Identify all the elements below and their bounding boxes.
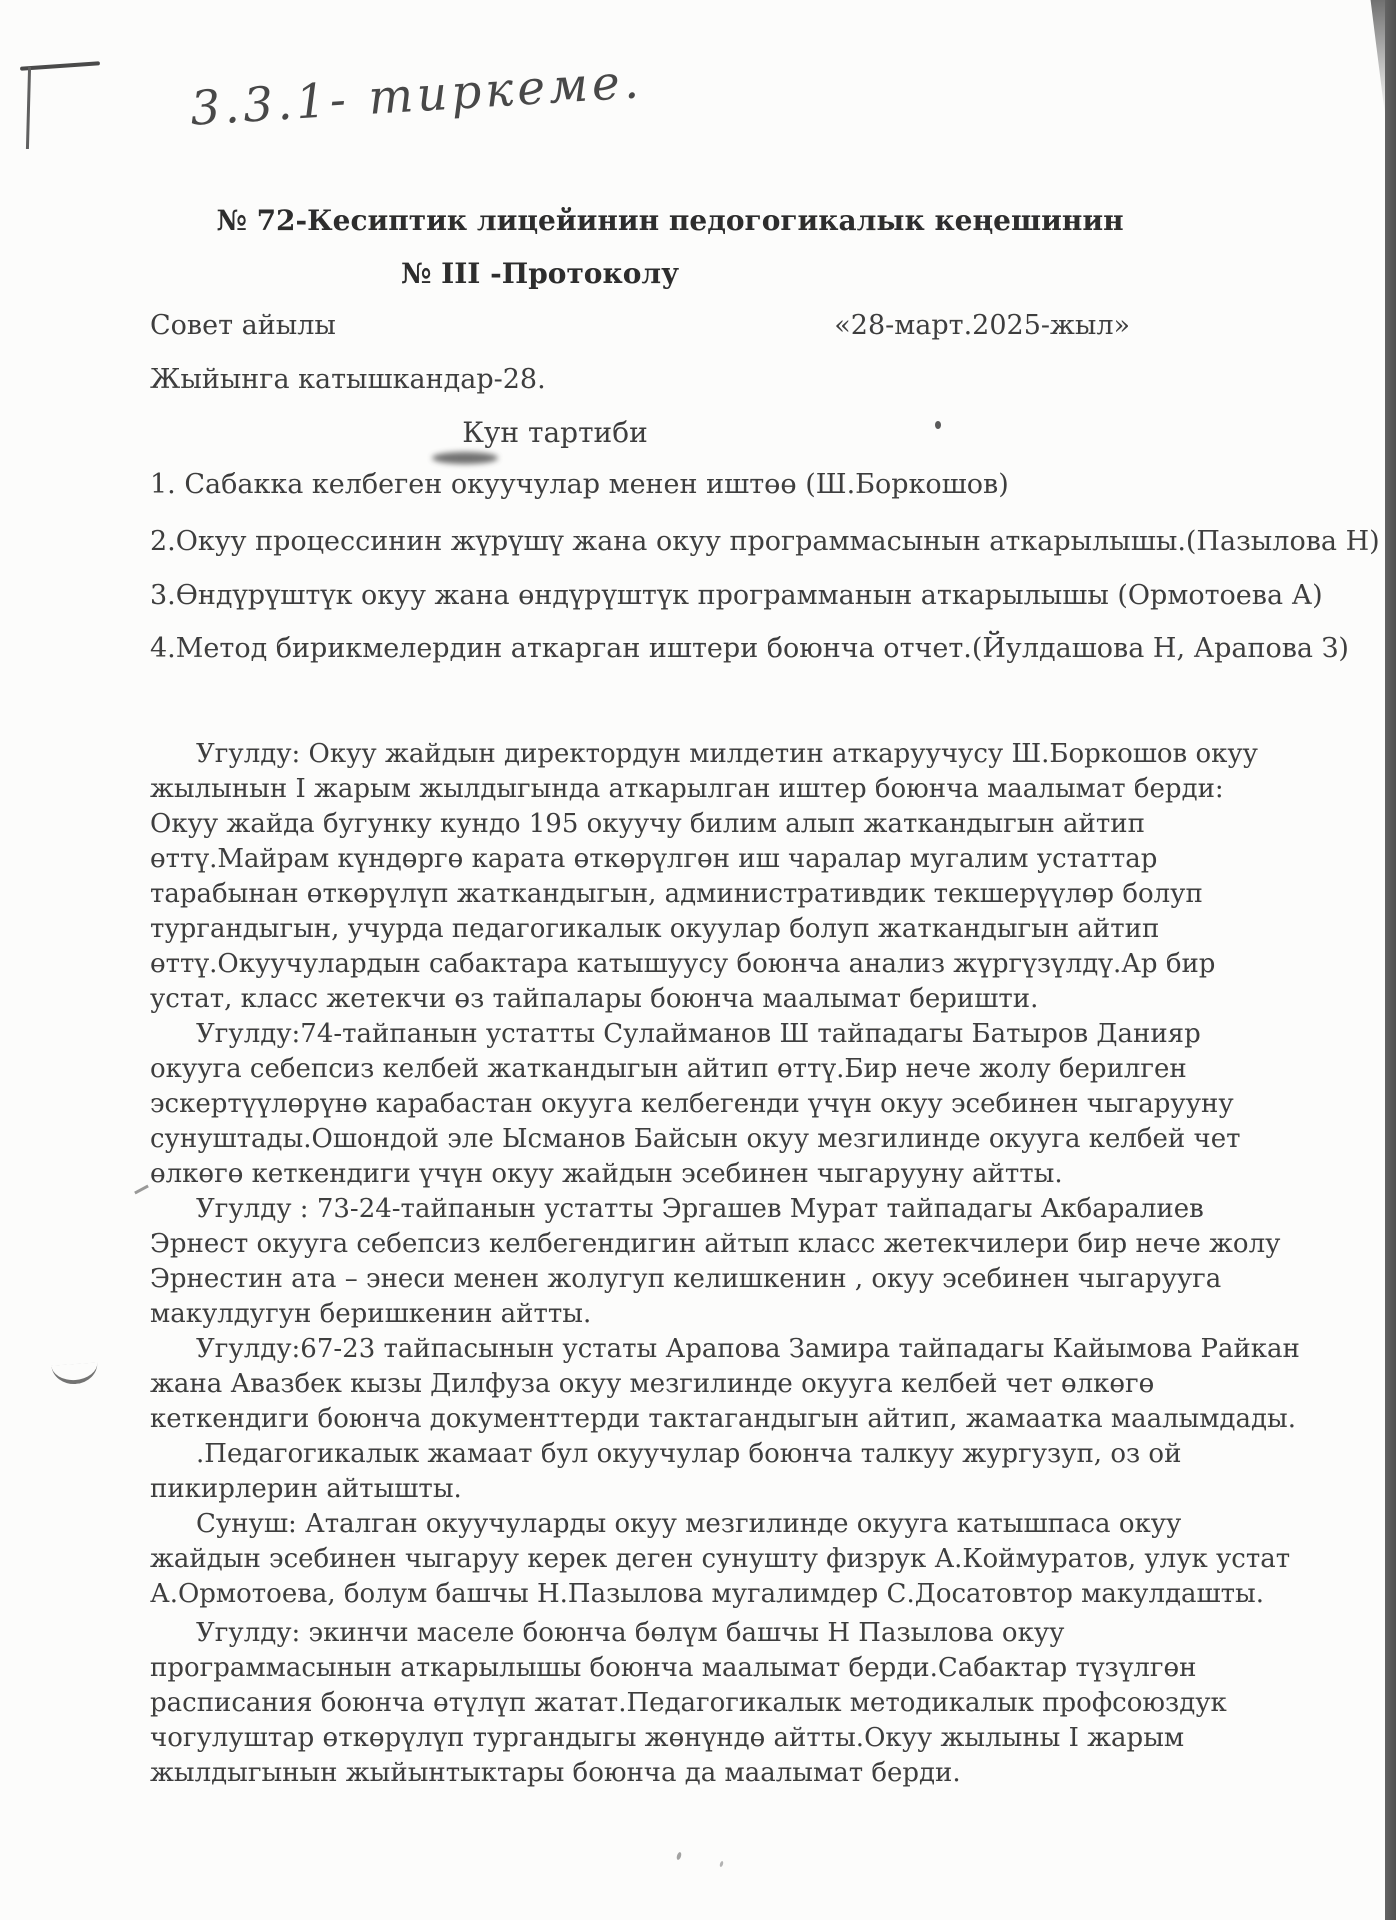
place-label: Совет айылы: [150, 310, 336, 341]
attendees-line: Жыйынга катышкандар-28.: [150, 364, 546, 395]
pen-corner-mark-vertical: [26, 67, 31, 149]
body-paragraph-5: .Педагогикалык жамаат бул окуучулар боюнча талкуу жургузуп, оз ой пикирлерин айтышты.: [150, 1439, 1182, 1504]
ink-speck: [719, 1861, 724, 1868]
pen-corner-mark-horizontal: [20, 61, 100, 71]
ink-speck: [676, 1852, 682, 1861]
pen-mark-tick: [134, 1185, 149, 1195]
meta-row: [150, 310, 1130, 341]
agenda-heading: Кун тартиби: [462, 416, 648, 449]
scan-edge-shadow-top: [1368, 0, 1385, 115]
body-paragraph-6: Сунуш: Аталган окуучуларды окуу мезгилинде окууга катышпаса окуу жайдын эсебинен чыгаруу керек деген сунушту физрук А.Коймуратов, улук устат А.Ормотоева, болум башчы Н.Пазылова мугалимдер С.Досатовтор макулдашты.: [150, 1509, 1291, 1609]
scan-edge-shadow: [1385, 0, 1396, 1920]
ink-speck: [935, 421, 941, 429]
body-paragraph-4: Угулду:67-23 тайпасынын устаты Арапова Замира тайпадагы Кайымова Райкан жана Авазбек кызы Дилфуза окуу мезгилинде окууга келбей чет өлкөгө кеткендиги боюнча документтерди тактагандыгын айтип, жамаатка маалымдады.: [150, 1334, 1300, 1434]
protocol-body: [150, 737, 1300, 1612]
body-paragraph-7: Угулду: экинчи маселе боюнча бөлүм башчы Н Пазылова окуу программасынын аткарылышы боюнча маалымат берди.Сабактар түзүлгөн расписания боюнча өтүлүп жатат.Педагогикалык методикалык профсоюздук чогулуштар өткөрүлүп тургандыгы жөнүндө айтты.Окуу жылыны I жарым жылдыгынын жыйынтыктары боюнча да маалымат берди.: [150, 1618, 1227, 1788]
agenda-item-3: 3.Өндүрүштүк окуу жана өндүрүштүк программанын аткарылышы (Ормотоева А): [150, 580, 1323, 611]
document-title: № 72-Кесиптик лицейинин педогогикалык кеңешинин: [216, 204, 1124, 237]
agenda-item-2: 2.Окуу процессинин жүрүшү жана окуу программасынын аткарылышы.(Пазылова Н): [150, 526, 1380, 557]
agenda-item-4: 4.Метод бирикмелердин аткарган иштери боюнча отчет.(Йулдашова Н, Арапова З): [150, 633, 1349, 664]
ink-smudge: [432, 452, 498, 464]
agenda-item-1: 1. Сабакка келбеген окуучулар менен иштөө (Ш.Боркошов): [150, 469, 1009, 500]
protocol-body-continued: [150, 1616, 1300, 1791]
date-label: «28-март.2025-жыл»: [834, 310, 1130, 341]
pen-mark-curve: [51, 1362, 98, 1385]
body-paragraph-1: Угулду: Окуу жайдын директордун милдетин аткаруучусу Ш.Боркошов окуу жылынын I жарым жылдыгында аткарылган иштер боюнча маалымат берди: Окуу жайда бугунку кундо 195 окуучу билим алып жаткандыгын айтип өттү.Майрам күндөргө карата өткөрүлгөн иш чаралар мугалим устаттар тарабынан өткөрүлүп жаткандыгын, административдик текшерүүлөр болуп тургандыгын, учурда педагогикалык окуулар болуп жаткандыгын айтип өттү.Окуучулардын сабактара катышуусу боюнча анализ жүргүзүлдү.Ар бир устат, класс жетекчи өз тайпалары боюнча маалымат беришти.: [150, 739, 1258, 1014]
body-paragraph-3: Угулду : 73-24-тайпанын устатты Эргашев Мурат тайпадагы Акбаралиев Эрнест окууга себепсиз келбегендигин айтып класс жетекчилери бир нече жолу Эрнестин ата – энеси менен жолугуп келишкенин , окуу эсебинен чыгарууга макулдугун беришкенин айтты.: [150, 1194, 1281, 1329]
body-paragraph-2: Угулду:74-тайпанын устатты Сулайманов Ш тайпадагы Батыров Данияр окууга себепсиз келбей жаткандыгын айтип өттү.Бир нече жолу берилген эскертүүлөрүнө карабастан окууга келбегенди үчүн окуу эсебинен чыгарууну сунуштады.Ошондой эле Ысманов Байсын окуу мезгилинде окууга келбей чет өлкөгө кеткендиги үчүн окуу жайдын эсебинен чыгарууну айтты.: [150, 1019, 1241, 1189]
protocol-number: № III -Протоколу: [400, 257, 680, 290]
handwritten-annotation: 3.3.1- тиркеме.: [188, 54, 645, 137]
